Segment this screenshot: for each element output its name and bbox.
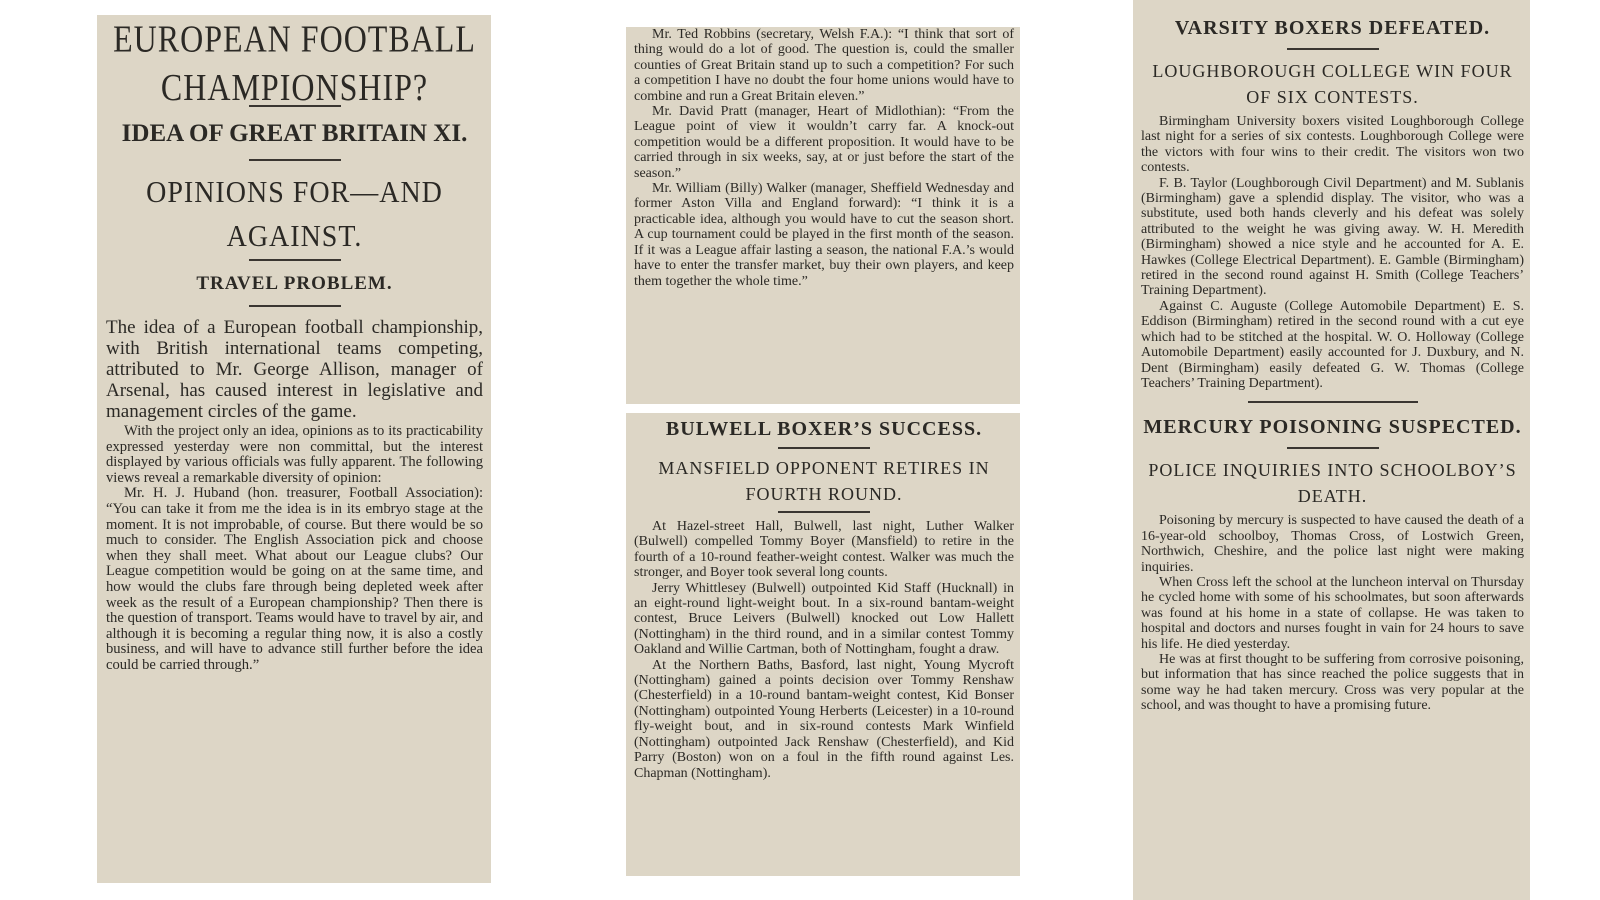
article-paragraph: At the Northern Baths, Basford, last night, Young Mycroft (Nottingham) gained a points decision over Tommy Renshaw (Chesterfield) in a 10-round bantam-weight contest, Kid Bonser (Nottingham) outpointed Young Herberts (Leicester) in a 10-round fly-weight bout, and in six-round contests Mark Winfield (Nottingham) outpointed Jack Renshaw (Chesterfield), and Kid Parry (Boston) won on a foul in the fifth round against Les. Chapman (Nottingham). xyxy=(634,657,1014,781)
headline-bulwell-boxer: BULWELL BOXER’S SUCCESS. xyxy=(665,418,983,440)
divider xyxy=(249,305,341,307)
article-paragraph: With the project only an idea, opinions as to its practicability expressed yesterday were non committal, but the interest displayed by various officials was fully apparent. The following views reveal a remarkable diversity of opinion: xyxy=(106,423,483,486)
subheadline-police-inquiries: POLICE INQUIRIES INTO SCHOOLBOY’S DEATH. xyxy=(1148,460,1517,507)
headline-varsity-boxers: VARSITY BOXERS DEFEATED. xyxy=(1174,17,1491,39)
divider xyxy=(1248,401,1418,403)
divider xyxy=(1287,447,1379,449)
clipping-football-continued xyxy=(626,27,1020,404)
subheadline-travel-problem: TRAVEL PROBLEM. xyxy=(196,273,393,294)
divider xyxy=(1287,48,1379,50)
article-paragraph: Mr. David Pratt (manager, Heart of Midlothian): “From the League point of view it wouldn’t carry far. A knock-out competition would be a different proposition. It would have to be carried through in six weeks, say, at or just before the start of the season.” xyxy=(634,104,1014,181)
subheadline-opinions: OPINIONS FOR—AND AGAINST. xyxy=(146,175,443,254)
subheadline-loughborough: LOUGHBOROUGH COLLEGE WIN FOUR OF SIX CONTESTS. xyxy=(1152,61,1513,107)
article-paragraph: Mr. Ted Robbins (secretary, Welsh F.A.): “I think that sort of thing would do a lot of good. The question is, could the smaller counties of Great Britain stand up to such a competition? For such a competition I have no doubt the four home unions would have to combine and run a Great Britain eleven.” xyxy=(634,27,1014,104)
article-paragraph: At Hazel-street Hall, Bulwell, last night, Luther Walker (Bulwell) compelled Tommy Boyer (Mansfield) to retire in the fourth of a 10-round feather-weight contest. Walker was much the stronger, and Boyer took several long counts. xyxy=(634,519,1014,581)
article-paragraph: Against C. Auguste (College Automobile Department) E. S. Eddison (Birmingham) retired in the second round with a cut eye which had to be stitched at the hospital. W. O. Holloway (College Automobile Department) easily accounted for J. Duxbury, and N. Dent (Birmingham) easily defeated G. W. Thomas (College Teachers’ Training Department). xyxy=(1141,298,1524,391)
subheadline-great-britain-xi: IDEA OF GREAT BRITAIN XI. xyxy=(121,120,468,147)
article-paragraph: Jerry Whittlesey (Bulwell) outpointed Kid Staff (Hucknall) in an eight-round light-weight bout. In a six-round bantam-weight contest, Bruce Leivers (Bulwell) knocked out Low Hallett (Nottingham) in the third round, and in a similar contest Tommy Oakland and Willie Cartman, both of Nottingham, fought a draw. xyxy=(634,580,1014,658)
article-paragraph: Birmingham University boxers visited Loughborough College last night for a series of six contests. Loughborough College were the victors with four wins to their credit. The visitors won two contests. xyxy=(1141,114,1524,176)
clipping-bulwell-boxer xyxy=(626,413,1020,876)
article-paragraph: When Cross left the school at the luncheon interval on Thursday he cycled home with some of his schoolmates, but soon afterwards was found at his home in a state of collapse. He was taken to hospital and doctors and nurses fought in vain for 24 hours to save his life. He died yesterday. xyxy=(1141,574,1524,652)
article-paragraph: F. B. Taylor (Loughborough Civil Department) and M. Sublanis (Birmingham) gave a splendid display. The visitor, who was a substitute, used both hands cleverly and his defeat was solely attributed to the weight he was giving away. W. H. Meredith (Birmingham) showed a nice style and he accounted for A. E. Hawkes (College Electrical Department). E. Gamble (Birmingham) retired in the second round against H. Smith (College Teachers’ Training Department). xyxy=(1141,175,1524,299)
article-lede: The idea of a European football championship, with British international teams competing, attributed to Mr. George Allison, manager of Arsenal, has caused interest in legislative and management circles of the game. xyxy=(106,317,483,422)
divider xyxy=(778,447,870,449)
article-paragraph: He was at first thought to be suffering from corrosive poisoning, but information that has since reached the police suggests that in some way he had taken mercury. Cross was very popular at the school, and was thought to have a promising future. xyxy=(1141,651,1524,714)
article-paragraph: Mr. H. J. Huband (hon. treasurer, Football Association): “You can take it from me the idea is in its embryo stage at the moment. It is not improbable, of course. But there would be so much to consider. The English Association pick and choose when they shall meet. What about our League clubs? Our League competition would be going on at the same time, and how would the clubs fare through being depleted week after week as the result of a European championship? Then there is the question of transport. Teams would have to travel by air, and although it is becoming a regular thing now, it is also a costly business, and will have to advance still further before the idea could be carried through.” xyxy=(106,485,483,673)
article-paragraph: Mr. William (Billy) Walker (manager, Sheffield Wednesday and former Aston Villa and England forward): “I think it is a practicable idea, although you would have to cut the season short. A cup tournament could be played in the first month of the season. If it was a League affair lasting a season, the national F.A.’s would have to enter the transfer market, buy their own players, and keep them together the whole time.” xyxy=(634,181,1014,289)
headline-european-football: EUROPEAN FOOTBALL CHAMPIONSHIP? xyxy=(113,17,476,109)
divider xyxy=(249,259,341,261)
article-paragraph: Poisoning by mercury is suspected to have caused the death of a 16-year-old schoolboy, Thomas Cross, of Lostwich Green, Northwich, Cheshire, and the police last night were making inquiries. xyxy=(1141,513,1524,575)
subheadline-mansfield-opponent: MANSFIELD OPPONENT RETIRES IN FOURTH ROUND. xyxy=(658,458,990,504)
divider xyxy=(778,511,870,513)
divider xyxy=(249,159,341,161)
clipping-european-football xyxy=(97,15,491,883)
headline-mercury-poisoning: MERCURY POISONING SUSPECTED. xyxy=(1143,416,1522,439)
clipping-varsity-and-mercury xyxy=(1133,0,1530,900)
